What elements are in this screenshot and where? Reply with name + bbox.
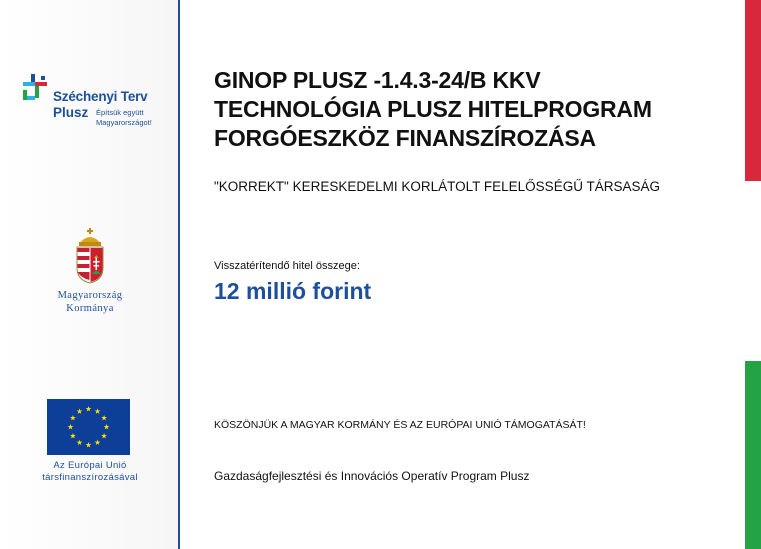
eu-flag-icon (47, 399, 130, 455)
government-logo (30, 228, 150, 318)
eu-caption-line1: Az Európai Unió (53, 460, 127, 471)
beneficiary-company: "KORREKT" KERESKEDELMI KORLÁTOLT FELELŐSSÉGŰ TÁRSASÁG (214, 179, 660, 194)
szechenyi-cross-icon (20, 72, 50, 108)
panel-divider (178, 0, 180, 549)
project-title-line3: FORGÓESZKÖZ FINANSZÍROZÁSA (214, 125, 596, 151)
szechenyi-plusz: Plusz (53, 105, 89, 120)
acknowledgement-text: KÖSZÖNJÜK A MAGYAR KORMÁNY ÉS AZ EURÓPAI UNIÓ TÁMOGATÁSÁT! (214, 419, 586, 431)
szechenyi-terv-logo (20, 72, 170, 134)
government-name-line1: Magyarország (57, 290, 123, 301)
project-title (214, 66, 734, 153)
program-name: Gazdaságfejlesztési és Innovációs Operatív Program Plusz (214, 469, 530, 483)
project-title-line2: TECHNOLÓGIA PLUSZ HITELPROGRAM (214, 96, 652, 122)
coat-of-arms-icon (73, 228, 107, 284)
flag-stripe-green (745, 361, 761, 549)
loan-amount-label: Visszatérítendő hitel összege: (214, 260, 360, 272)
government-name-line2: Kormánya (66, 303, 114, 314)
flag-stripe-white (745, 181, 761, 361)
project-title-line1: GINOP PLUSZ -1.4.3-24/B KKV (214, 67, 541, 93)
szechenyi-tagline: Építsük együtt Magyarországot! (96, 108, 152, 127)
szechenyi-title: Széchenyi Terv (53, 89, 148, 104)
loan-amount-value: 12 millió forint (214, 278, 372, 304)
eu-caption-line2: társfinanszírozásával (42, 472, 138, 483)
flag-stripe-red (745, 0, 761, 181)
